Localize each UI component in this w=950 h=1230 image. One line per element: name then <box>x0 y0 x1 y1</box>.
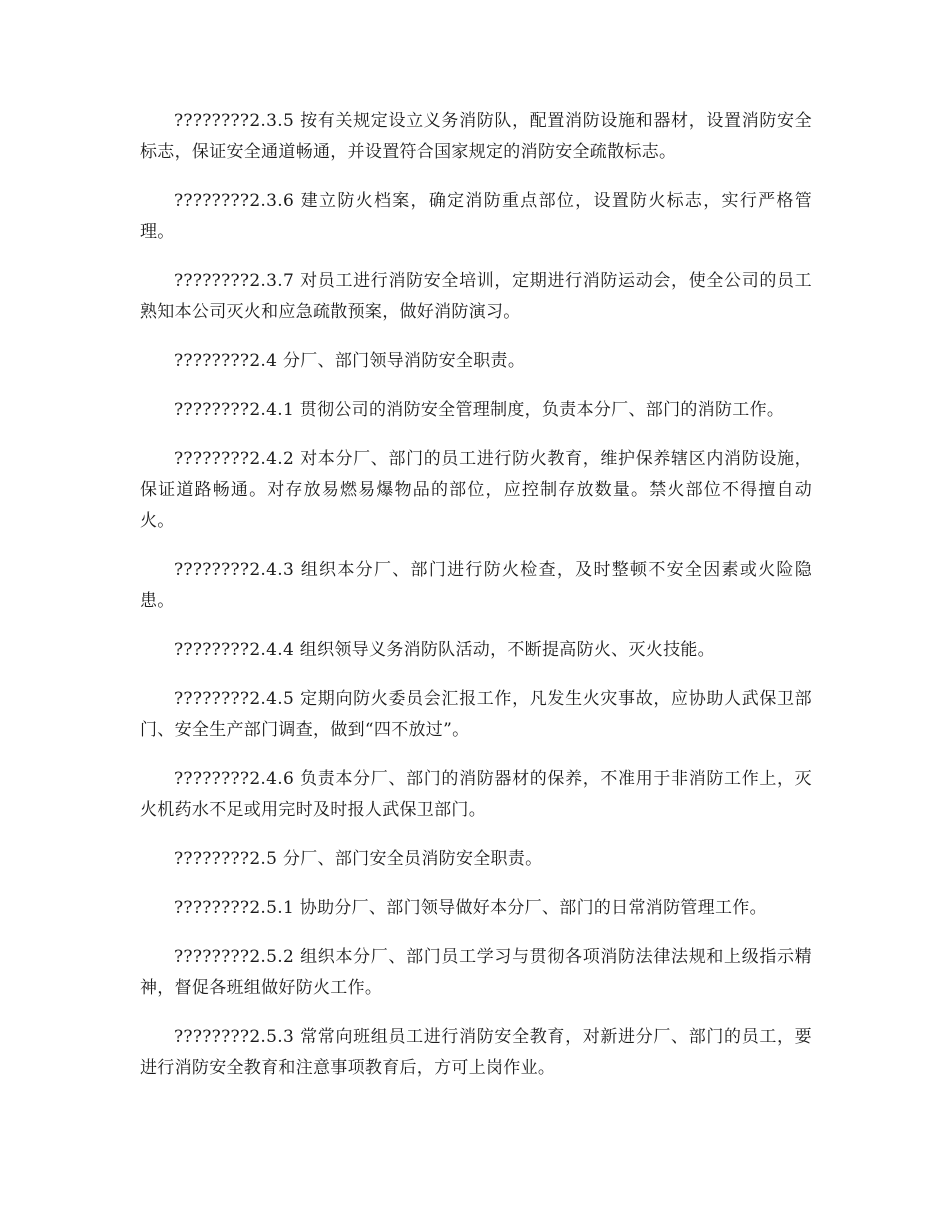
paragraph-2-3-5: ????????2.3.5 按有关规定设立义务消防队，配置消防设施和器材，设置消防安全标志，保证安全通道畅通，并设置符合国家规定的消防安全疏散标志。 <box>140 111 812 162</box>
paragraph-2-4-4: ????????2.4.4 组织领导义务消防队活动，不断提高防火、灭火技能。 <box>174 640 715 660</box>
paragraph-2-4-2: ????????2.4.2 对本分厂、部门的员工进行防火教育，维护保养辖区内消防设施，保证道路畅通。对存放易燃易爆物品的部位，应控制存放数量。禁火部位不得擅自动火。 <box>140 449 812 531</box>
paragraph-2-4-1: ????????2.4.1 贯彻公司的消防安全管理制度，负责本分厂、部门的消防工作。 <box>174 400 785 420</box>
paragraph-2-5-2: ????????2.5.2 组织本分厂、部门员工学习与贯彻各项消防法律法规和上级指示精神，督促各班组做好防火工作。 <box>140 947 812 998</box>
paragraph-2-3-7: ????????2.3.7 对员工进行消防安全培训，定期进行消防运动会，使全公司的员工熟知本公司灭火和应急疏散预案，做好消防演习。 <box>140 271 812 322</box>
paragraph-2-5-1: ????????2.5.1 协助分厂、部门领导做好本分厂、部门的日常消防管理工作。 <box>174 898 767 918</box>
paragraph-2-4-6: ????????2.4.6 负责本分厂、部门的消防器材的保养，不准用于非消防工作上，灭火机药水不足或用完时及时报人武保卫部门。 <box>140 769 812 820</box>
section-heading-2-5: ????????2.5 分厂、部门安全员消防安全职责。 <box>174 849 543 869</box>
document-body <box>140 106 812 1102</box>
paragraph-2-4-3: ????????2.4.3 组织本分厂、部门进行防火检查，及时整顿不安全因素或火险隐患。 <box>140 560 812 611</box>
paragraph-2-5-3: ????????2.5.3 常常向班组员工进行消防安全教育，对新进分厂、部门的员工，要进行消防安全教育和注意事项教育后，方可上岗作业。 <box>140 1027 812 1078</box>
paragraph-2-4-5: ????????2.4.5 定期向防火委员会汇报工作，凡发生火灾事故，应协助人武保卫部门、安全生产部门调查，做到“四不放过”。 <box>140 689 812 740</box>
section-heading-2-4: ????????2.4 分厂、部门领导消防安全职责。 <box>174 351 526 371</box>
paragraph-2-3-6: ????????2.3.6 建立防火档案，确定消防重点部位，设置防火标志，实行严格管理。 <box>140 191 812 242</box>
